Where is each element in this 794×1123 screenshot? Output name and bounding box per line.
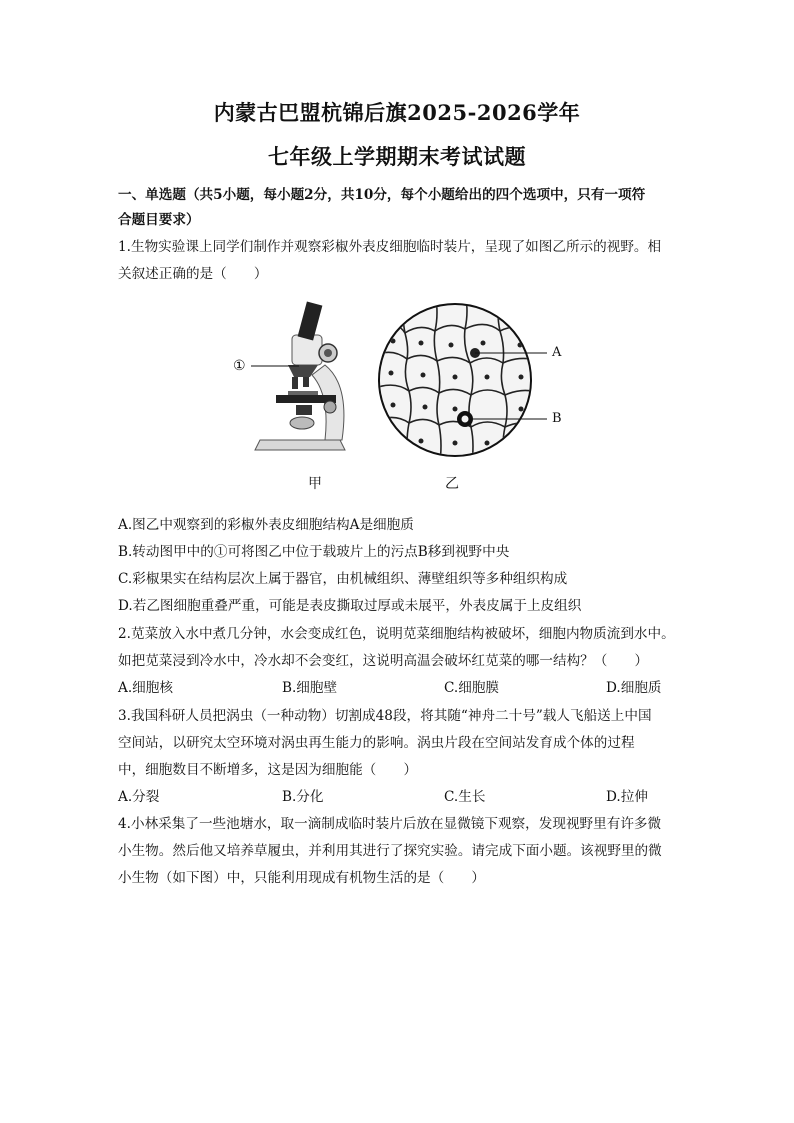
caption-jia: 甲 [308,476,322,492]
q2-stem-line1: 2.苋菜放入水中煮几分钟，水会变成红色，说明苋菜细胞结构被破坏，细胞内物质流到水中。 [118,626,675,642]
q1-option-a: A.图乙中观察到的彩椒外表皮细胞结构A是细胞质 [118,517,414,533]
exam-title-line2: 七年级上学期期末考试试题 [268,144,526,169]
q3-stem-line3: 中，细胞数目不断增多，这是因为细胞能（ ） [118,762,418,778]
q1-stem-line1: 1.生物实验课上同学们制作并观察彩椒外表皮细胞临时装片，呈现了如图乙所示的视野。相 [118,239,662,255]
label-circle-1: ① [233,358,246,374]
leader-line-1 [251,360,301,372]
q1-option-c: C.彩椒果实在结构层次上属于器官，由机械组织、薄壁组织等多种组织构成 [118,571,568,587]
label-b: B [552,411,562,426]
q1-option-d: D.若乙图细胞重叠严重，可能是表皮撕取过厚或未展平，外表皮属于上皮组织 [118,598,582,614]
q3-option-a: A.分裂 [118,789,160,805]
q1-stem-line2: 关叙述正确的是（ ） [118,266,268,282]
q4-stem-line2: 小生物。然后他又培养草履虫，并利用其进行了探究实验。请完成下面小题。该视野里的微 [118,843,662,859]
q4-stem-line1: 4.小林采集了一些池塘水，取一滴制成临时装片后放在显微镜下观察，发现视野里有许多微 [118,816,662,832]
q3-option-b: B.分化 [282,789,324,805]
q3-stem-line1: 3.我国科研人员把涡虫（一种动物）切割成48段，将其随“神舟二十号”载人飞船送上中国 [118,708,652,724]
section-heading-line2: 合题目要求） [118,212,200,228]
microscope-figure [230,295,360,455]
q4-stem-line3: 小生物（如下图）中，只能利用现成有机物生活的是（ ） [118,870,486,886]
q2-option-c: C.细胞膜 [444,680,500,696]
q3-option-c: C.生长 [444,789,486,805]
exam-title-line1: 内蒙古巴盟杭锦后旗2025-2026学年 [213,100,581,125]
q2-option-d: D.细胞质 [606,680,662,696]
q3-stem-line2: 空间站，以研究太空环境对涡虫再生能力的影响。涡虫片段在空间站发育成个体的过程 [118,735,635,751]
cell-view-figure [375,293,575,468]
q1-option-b: B.转动图甲中的①可将图乙中位于载玻片上的污点B移到视野中央 [118,544,510,560]
q2-stem-line2: 如把苋菜浸到冷水中，冷水却不会变红，这说明高温会破坏红苋菜的哪一结构？（ ） [118,653,649,669]
q2-option-b: B.细胞壁 [282,680,338,696]
label-a: A [552,345,562,360]
caption-yi: 乙 [445,476,459,492]
q3-option-d: D.拉伸 [606,789,648,805]
q2-option-a: A.细胞核 [118,680,173,696]
section-heading-line1: 一、单选题（共5小题，每小题2分，共10分，每个小题给出的四个选项中，只有一项符 [118,187,646,203]
